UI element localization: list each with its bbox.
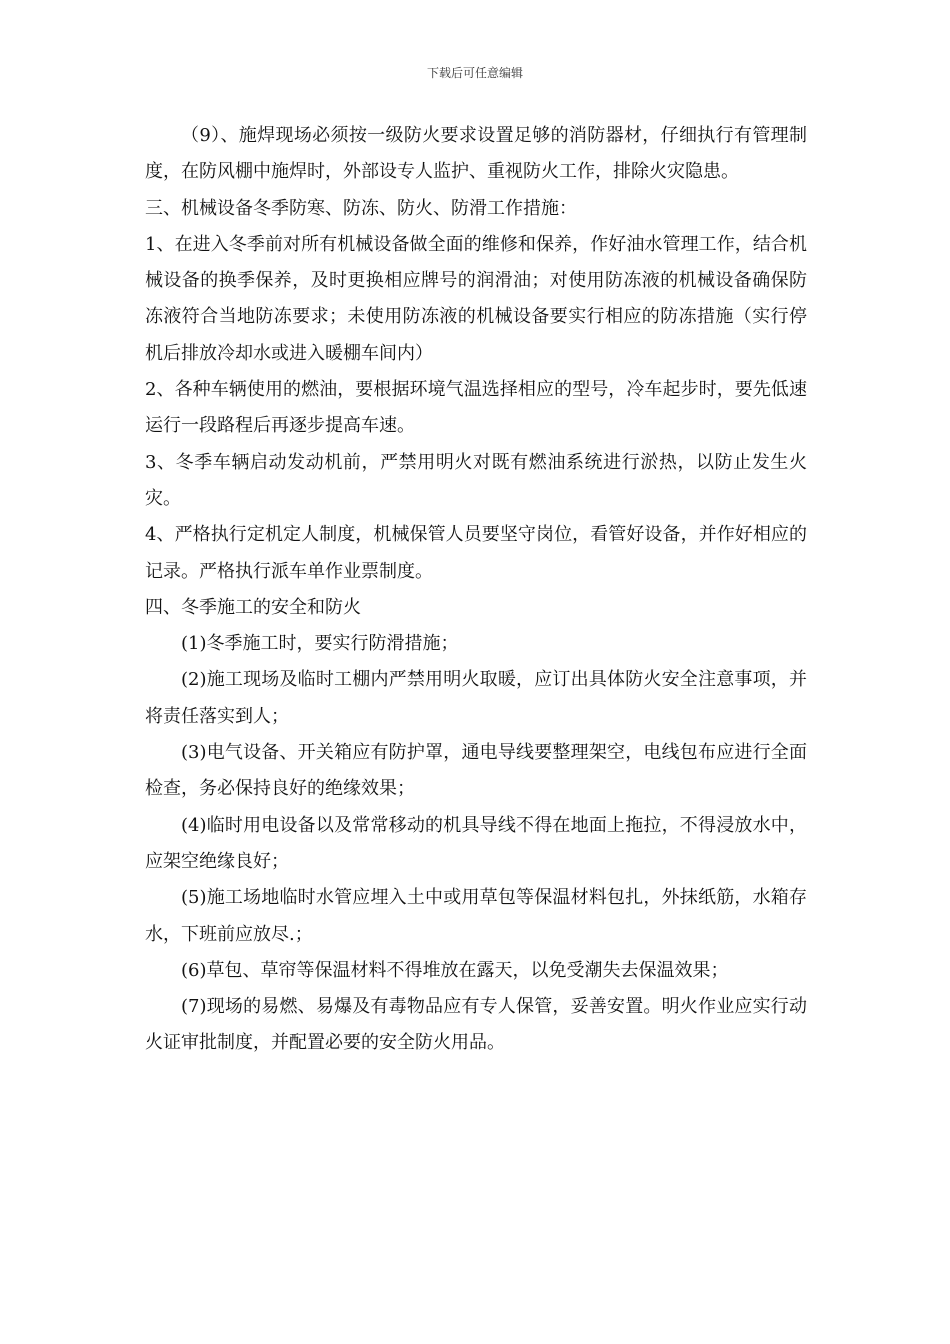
paragraph-safety-3: (3)电气设备、开关箱应有防护罩，通电导线要整理架空，电线包布应进行全面检查，务必保持良好的绝缘效果；	[145, 742, 807, 800]
paragraph-safety-1: (1)冬季施工时，要实行防滑措施；	[181, 633, 459, 655]
paragraph-safety-6: (6)草包、草帘等保温材料不得堆放在露天，以免受潮失去保温效果；	[181, 959, 729, 981]
page-header-note: 下载后可任意编辑	[426, 66, 523, 80]
section-heading-safety: 四、冬季施工的安全和防火	[145, 596, 361, 618]
section-heading-machinery: 三、机械设备冬季防寒、防冻、防火、防滑工作措施：	[145, 197, 577, 219]
paragraph-machinery-1: 1、在进入冬季前对所有机械设备做全面的维修和保养，作好油水管理工作，结合机械设备的换季保养，及时更换相应牌号的润滑油；对使用防冻液的机械设备确保防冻液符合当地防冻要求；未使用防冻液的机械设备要实行相应的防冻措施（实行停机后排放冷却水或进入暖棚车间内）	[145, 233, 807, 364]
paragraph-welding-fire: （9）、施焊现场必须按一级防火要求设置足够的消防器材，仔细执行有管理制度，在防风棚中施焊时，外部设专人监护、重视防火工作，排除火灾隐患。	[145, 125, 807, 183]
paragraph-safety-7: (7)现场的易燃、易爆及有毒物品应有专人保管，妥善安置。明火作业应实行动火证审批制度，并配置必要的安全防火用品。	[145, 996, 807, 1054]
paragraph-safety-4: (4)临时用电设备以及常常移动的机具导线不得在地面上拖拉，不得浸放水中，应架空绝缘良好；	[145, 814, 807, 872]
paragraph-safety-2: (2)施工现场及临时工棚内严禁用明火取暖，应订出具体防火安全注意事项，并将责任落实到人；	[145, 669, 807, 727]
paragraph-machinery-3: 3、冬季车辆启动发动机前，严禁用明火对既有燃油系统进行淤热，以防止发生火灾。	[145, 451, 807, 509]
paragraph-safety-5: (5)施工场地临时水管应埋入土中或用草包等保温材料包扎，外抹纸筋，水箱存水，下班前应放尽.；	[145, 887, 807, 945]
paragraph-machinery-4: 4、严格执行定机定人制度，机械保管人员要坚守岗位，看管好设备，并作好相应的记录。严格执行派车单作业票制度。	[145, 524, 807, 582]
paragraph-machinery-2: 2、各种车辆使用的燃油，要根据环境气温选择相应的型号，冷车起步时，要先低速运行一段路程后再逐步提高车速。	[145, 379, 807, 437]
document-body	[145, 118, 807, 1062]
